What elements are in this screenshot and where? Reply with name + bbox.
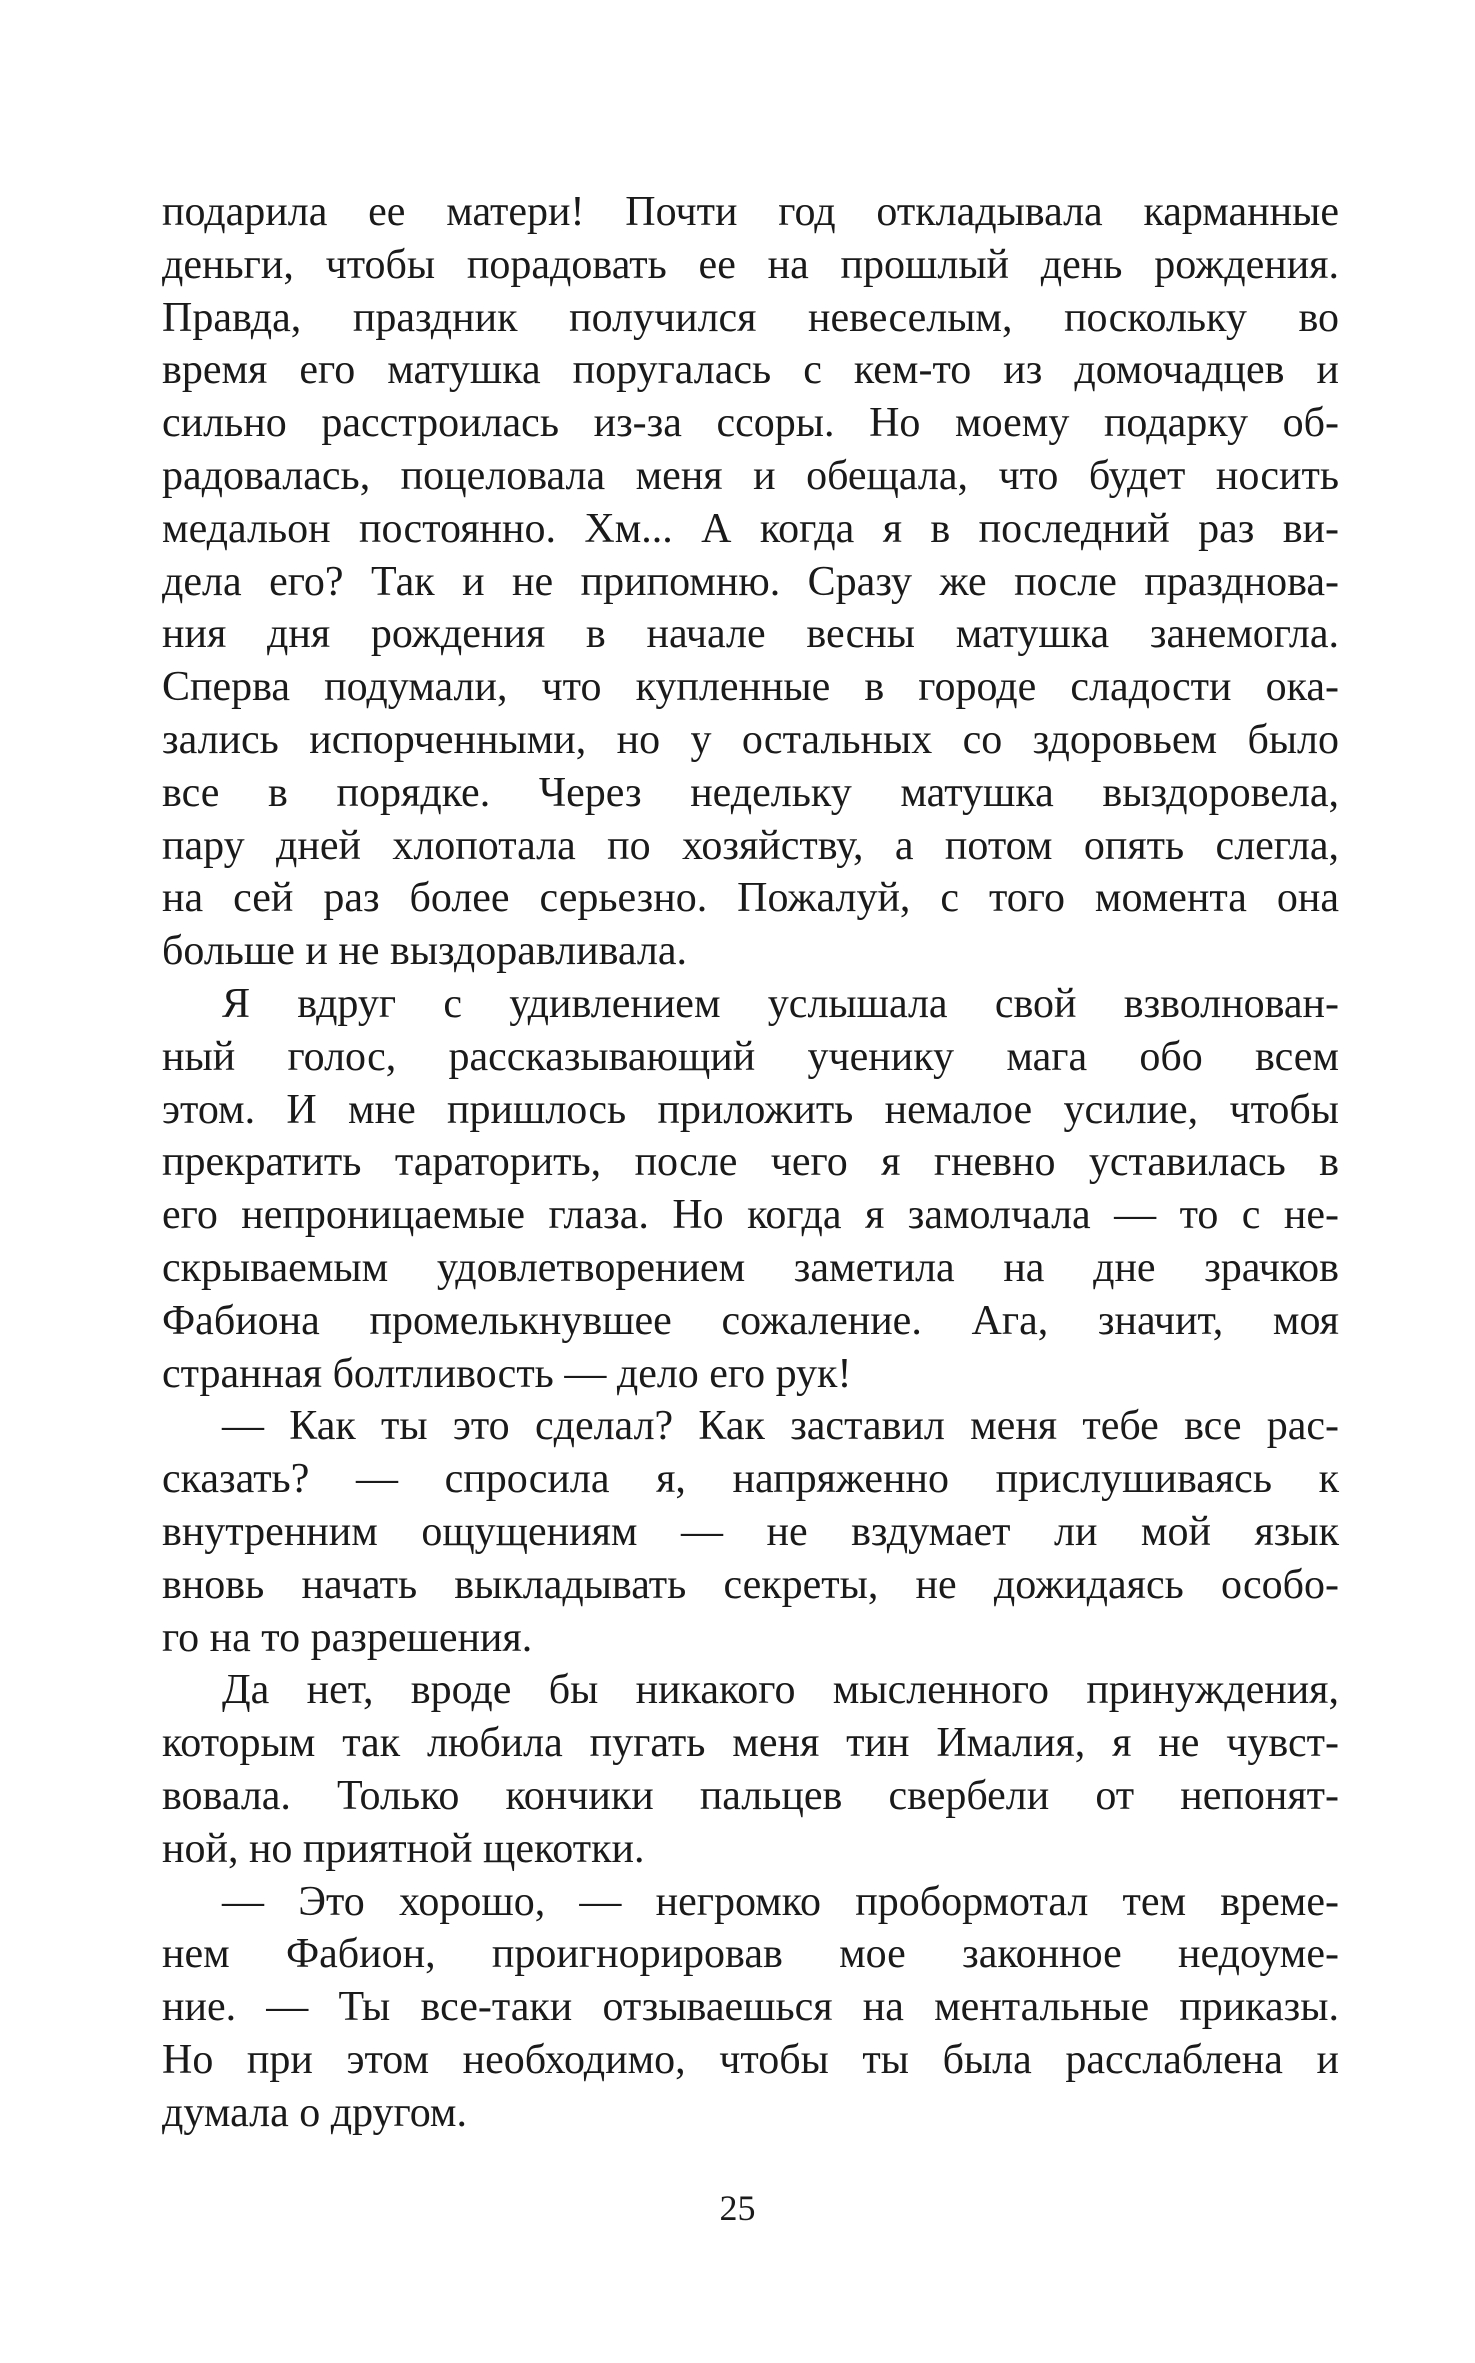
text-line: радовалась, поцеловала меня и обещала, что будет носить: [162, 452, 1339, 499]
text-line: сказать? — спросила я, напряженно прислушиваясь к: [162, 1456, 1339, 1503]
text-line: нем Фабион, проигнорировав мое законное недоуме-: [162, 1931, 1339, 1978]
text-line: скрываемым удовлетворением заметила на дне зрачков: [162, 1244, 1339, 1291]
text-line: — Это хорошо, — негромко пробормотал тем време-: [222, 1878, 1339, 1925]
text-line: деньги, чтобы порадовать ее на прошлый день рождения.: [162, 241, 1339, 288]
text-line: все в порядке. Через недельку матушка выздоровела,: [162, 769, 1339, 816]
text-line: дела его? Так и не припомню. Сразу же после празднова-: [162, 558, 1339, 605]
text-line: ния дня рождения в начале весны матушка занемогла.: [162, 611, 1339, 658]
text-line: вновь начать выкладывать секреты, не дожидаясь особо-: [162, 1561, 1339, 1608]
text-line: вовала. Только кончики пальцев свербели от непонят-: [162, 1772, 1339, 1819]
text-line: ный голос, рассказывающий ученику мага обо всем: [162, 1033, 1339, 1080]
text-line: подарила ее матери! Почти год откладывала карманные: [162, 189, 1339, 235]
text-line: — Как ты это сделал? Как заставил меня тебе все рас-: [222, 1403, 1339, 1450]
text-line: Правда, праздник получился невеселым, поскольку во: [162, 294, 1339, 341]
text-line: го на то разрешения.: [162, 1614, 533, 1661]
text-line: больше и не выздоравливала.: [162, 928, 687, 975]
text-line: ние. — Ты все-таки отзываешься на ментальные приказы.: [162, 1984, 1339, 2031]
text-line: которым так любила пугать меня тин Ималия, я не чувст-: [162, 1720, 1339, 1767]
text-line: думала о другом.: [162, 2089, 467, 2136]
text-line: внутренним ощущениям — не вздумает ли мой язык: [162, 1508, 1339, 1555]
text-line: сильно расстроилась из-за ссоры. Но моему подарку об-: [162, 400, 1339, 447]
text-line: Фабиона промелькнувшее сожаление. Ага, значит, моя: [162, 1297, 1339, 1344]
text-line: его непроницаемые глаза. Но когда я замолчала — то с не-: [162, 1192, 1339, 1239]
text-line: на сей раз более серьезно. Пожалуй, с того момента она: [162, 875, 1339, 922]
page-body-text: [162, 186, 1339, 2139]
text-line: время его матушка поругалась с кем-то из домочадцев и: [162, 347, 1339, 394]
text-line: прекратить тараторить, после чего я гневно уставилась в: [162, 1139, 1339, 1186]
text-line: медальон постоянно. Хм... А когда я в последний раз ви-: [162, 505, 1339, 552]
text-line: странная болтливость — дело его рук!: [162, 1350, 852, 1397]
text-line: Да нет, вроде бы никакого мысленного принуждения,: [222, 1667, 1339, 1714]
text-line: Я вдруг с удивлением услышала свой взволнован-: [222, 980, 1339, 1027]
text-line: Но при этом необходимо, чтобы ты была расслаблена и: [162, 2036, 1339, 2083]
text-line: ной, но приятной щекотки.: [162, 1825, 645, 1872]
page-number: 25: [719, 2188, 756, 2228]
text-line: зались испорченными, но у остальных со здоровьем было: [162, 716, 1339, 763]
text-line: Сперва подумали, что купленные в городе сладости ока-: [162, 664, 1339, 711]
text-line: этом. И мне пришлось приложить немалое усилие, чтобы: [162, 1086, 1339, 1133]
text-line: пару дней хлопотала по хозяйству, а потом опять слегла,: [162, 822, 1339, 869]
